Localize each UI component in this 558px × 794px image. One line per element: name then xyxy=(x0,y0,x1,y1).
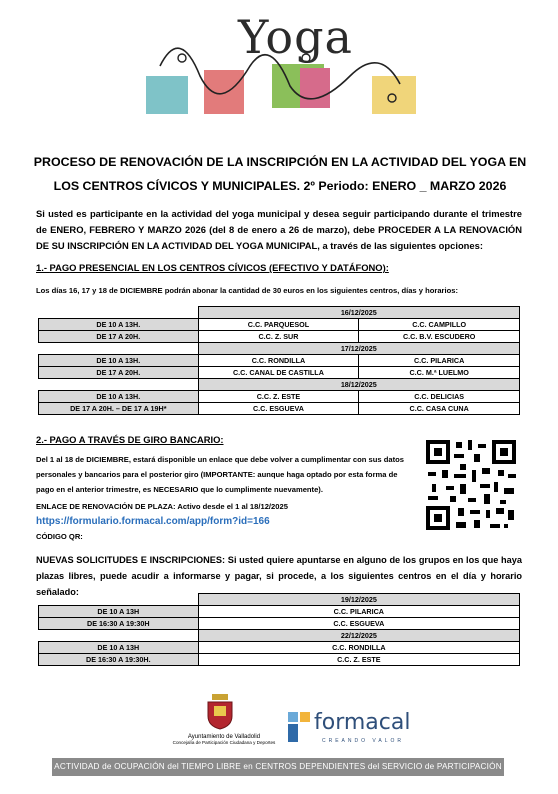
date-cell: 22/12/2025 xyxy=(198,630,519,642)
ayto-line-2: Concejalía de Participación Ciudadana y Deportes xyxy=(172,740,276,745)
time-cell: DE 10 A 13H. xyxy=(39,319,199,331)
section1-num: 1.- xyxy=(36,262,50,273)
date-cell: 19/12/2025 xyxy=(198,594,519,606)
title-line-2: LOS CENTROS CÍVICOS Y MUNICIPALES. 2º Periodo: ENERO _ MARZO 2026 xyxy=(53,179,507,193)
footer-banner: ACTIVIDAD de OCUPACIÓN del TIEMPO LIBRE en CENTROS DEPENDIENTES del SERVICIO de PARTICIPACIÓN CIUDADANA xyxy=(52,758,504,776)
yoga-logo xyxy=(120,6,440,124)
center-cell: C.C. Z. ESTE xyxy=(198,391,359,403)
time-cell: DE 10 A 13H xyxy=(39,606,199,618)
section2-title: PAGO A TRAVÉS DE GIRO BANCARIO: xyxy=(49,434,224,445)
ayuntamiento-logo-text xyxy=(164,734,284,745)
link-label: ENLACE DE RENOVACIÓN DE PLAZA: Activo desde el 1 al 18/12/2025 xyxy=(36,502,288,511)
time-cell: DE 10 A 13H. xyxy=(39,391,199,403)
title-line-1: PROCESO DE RENOVACIÓN DE LA INSCRIPCIÓN EN LA ACTIVIDAD DEL YOGA EN xyxy=(33,155,527,169)
date-cell: 18/12/2025 xyxy=(198,379,519,391)
valladolid-crest-icon xyxy=(200,694,240,730)
center-cell: C.C. CANAL DE CASTILLA xyxy=(198,367,359,379)
formacal-tagline: CREANDO VALOR xyxy=(322,738,404,744)
center-cell: C.C. B.V. ESCUDERO xyxy=(359,331,520,343)
center-cell: C.C. DELICIAS xyxy=(359,391,520,403)
section1-title: PAGO PRESENCIAL EN LOS CENTROS CÍVICOS (EFECTIVO Y DATÁFONO): xyxy=(49,262,389,273)
center-cell: C.C. Z. SUR xyxy=(198,331,359,343)
section1-heading xyxy=(36,262,389,273)
section3-paragraph: NUEVAS SOLICITUDES E INSCRIPCIONES: Si usted quiere apuntarse en alguno de los grupos en los que haya plazas libres, puede acudir a informarse y pagar, si procede, a los siguientes centros en el día y horario señalado: xyxy=(36,555,522,597)
center-cell: C.C. CAMPILLO xyxy=(359,319,520,331)
date-cell: 16/12/2025 xyxy=(198,307,519,319)
formacal-mark-icon xyxy=(288,712,312,742)
center-cell: C.C. PILARICA xyxy=(198,606,519,618)
schedule-table-2 xyxy=(38,593,520,666)
center-cell: C.C. RONDILLA xyxy=(198,642,519,654)
center-cell: C.C. CASA CUNA xyxy=(359,403,520,415)
section1-note: Los días 16, 17 y 18 de DICIEMBRE podrán abonar la cantidad de 30 euros en los siguientes centros, días y horarios: xyxy=(36,286,459,295)
formacal-wordmark: formacal xyxy=(314,710,411,735)
qr-code[interactable] xyxy=(424,438,518,532)
center-cell: C.C. PILARICA xyxy=(359,355,520,367)
time-cell: DE 10 A 13H. xyxy=(39,355,199,367)
center-cell: C.C. PARQUESOL xyxy=(198,319,359,331)
date-cell: 17/12/2025 xyxy=(198,343,519,355)
section2-num: 2.- xyxy=(36,434,50,445)
time-cell: DE 10 A 13H xyxy=(39,642,199,654)
center-cell: C.C. ESGUEVA xyxy=(198,403,359,415)
time-cell: DE 17 A 20H. xyxy=(39,367,199,379)
section2-paragraph: Del 1 al 18 de DICIEMBRE, estará disponible un enlace que debe volver a cumplimentar con sus datos personales y bancarios para el posterior giro (IMPORTANTE: aunque haga optado por esta forma de pago en el anterior trimestre, es NECESARIO que lo cumplimente nuevamente). xyxy=(36,455,404,494)
center-cell: C.C. Z. ESTE xyxy=(198,654,519,666)
page-title xyxy=(30,150,530,198)
time-cell: DE 16:30 A 19:30H xyxy=(39,618,199,630)
logo-word: Yoga xyxy=(238,10,353,64)
schedule-table-1 xyxy=(38,306,520,415)
section2-heading xyxy=(36,434,224,445)
form-link[interactable]: https://formulario.formacal.com/app/form?id=166 xyxy=(36,516,270,527)
qr-label: CÓDIGO QR: xyxy=(36,532,83,541)
ayto-line-1: Ayuntamiento de Valladolid xyxy=(187,734,261,740)
center-cell: C.C. RONDILLA xyxy=(198,355,359,367)
intro-paragraph: Si usted es participante en la actividad del yoga municipal y desea seguir participando durante el trimestre de ENERO, FEBRERO Y MARZO 2026 (del 8 de enero a 26 de marzo), debe PROCEDER A LA RENOVACIÓN DE SU INSCRIPCIÓN EN LA ACTIVIDAD DEL YOGA MUNICIPAL, a través de las siguientes opciones: xyxy=(36,208,522,251)
center-cell: C.C. ESGUEVA xyxy=(198,618,519,630)
time-cell: DE 17 A 20H. xyxy=(39,331,199,343)
center-cell: C.C. M.ª LUELMO xyxy=(359,367,520,379)
time-cell: DE 17 A 20H. – DE 17 A 19H* xyxy=(39,403,199,415)
time-cell: DE 16:30 A 19:30H. xyxy=(39,654,199,666)
